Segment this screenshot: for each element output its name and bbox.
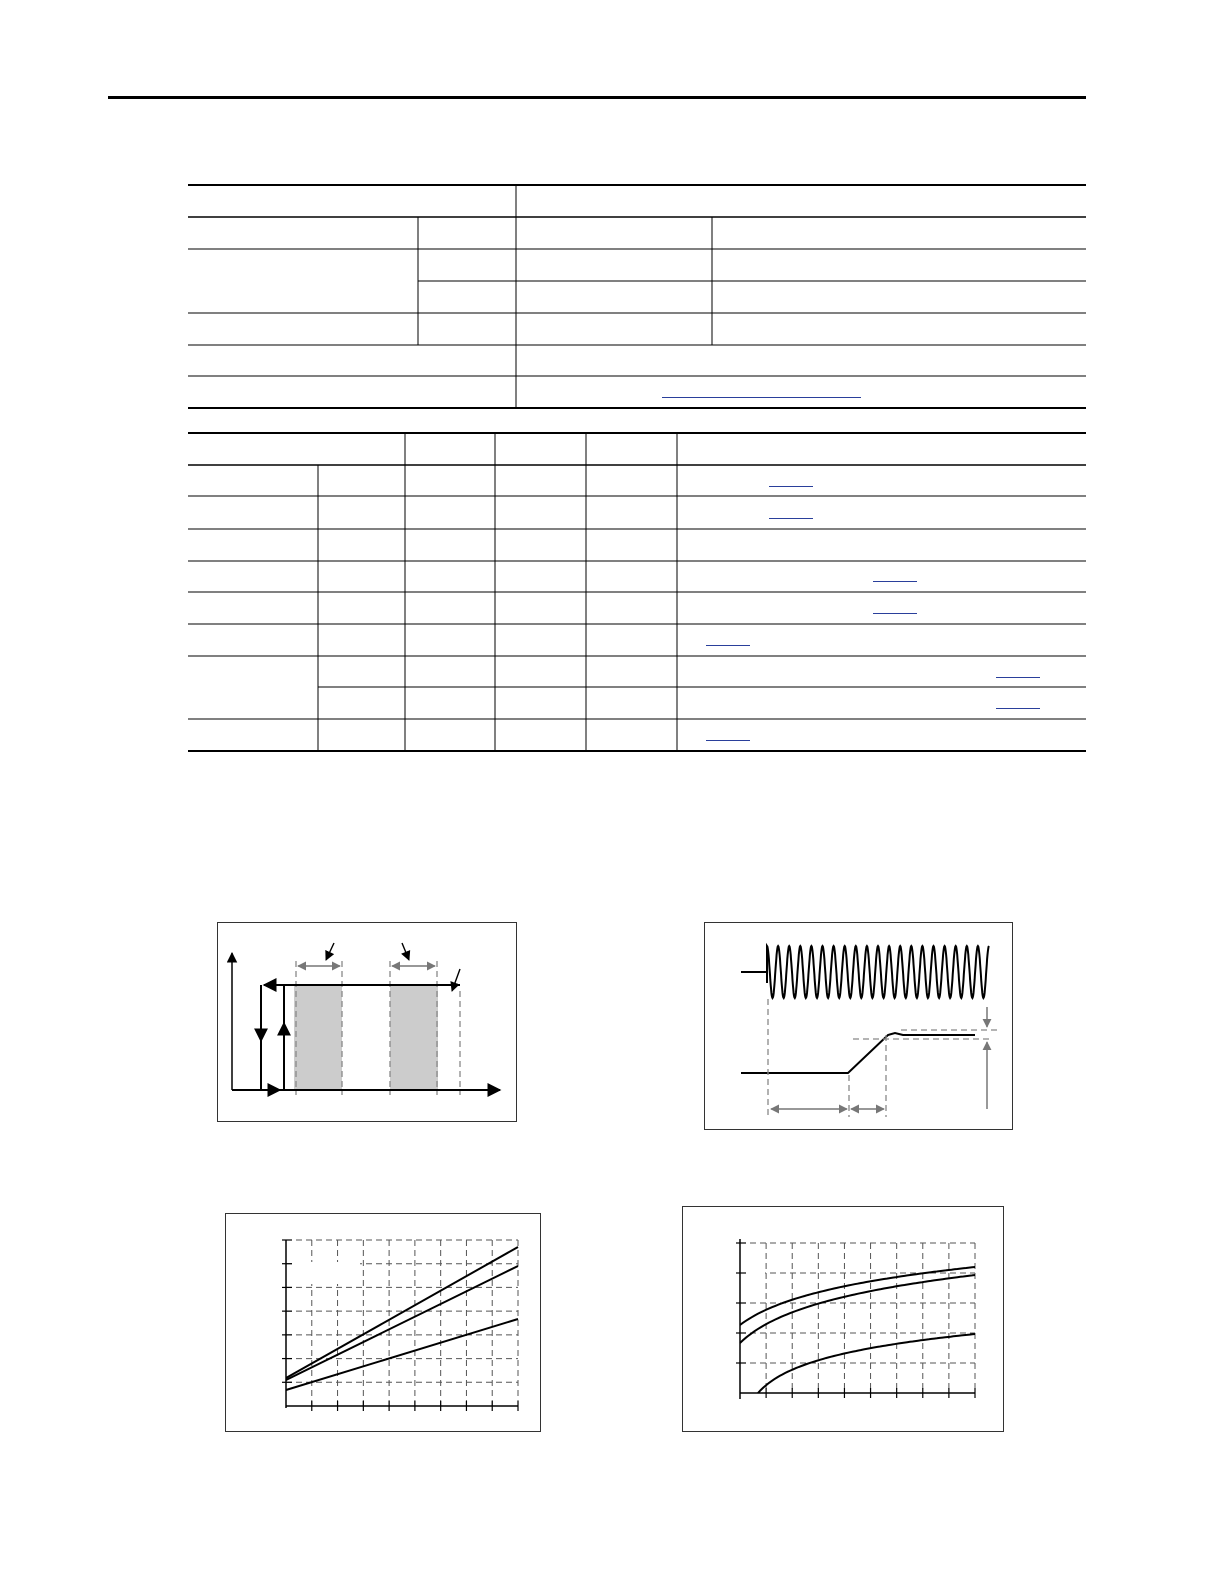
shaded-interval-1 (294, 985, 342, 1091)
char-table-link-7[interactable] (996, 708, 1040, 709)
spec-table (188, 183, 1088, 411)
char-table-link-5[interactable] (706, 645, 750, 646)
char-table-link-8[interactable] (706, 740, 750, 741)
char-table-link-4[interactable] (873, 613, 917, 614)
shaded-interval-2 (390, 985, 438, 1091)
curve-series-1 (740, 1267, 975, 1325)
char-table-link-1[interactable] (769, 486, 813, 487)
header-rule (108, 96, 1086, 99)
response-waveform-figure (704, 922, 1013, 1130)
char-table-link-3[interactable] (873, 581, 917, 582)
char-table-link-6[interactable] (996, 677, 1040, 678)
spec-table-link[interactable] (662, 397, 861, 398)
char-table (188, 431, 1088, 755)
curve-chart-figure (682, 1206, 1004, 1432)
line-series-3 (286, 1319, 518, 1390)
linear-chart-figure (225, 1213, 541, 1432)
timing-diagram-figure (217, 922, 517, 1122)
char-table-link-2[interactable] (769, 518, 813, 519)
oscillation-signal (741, 946, 989, 998)
